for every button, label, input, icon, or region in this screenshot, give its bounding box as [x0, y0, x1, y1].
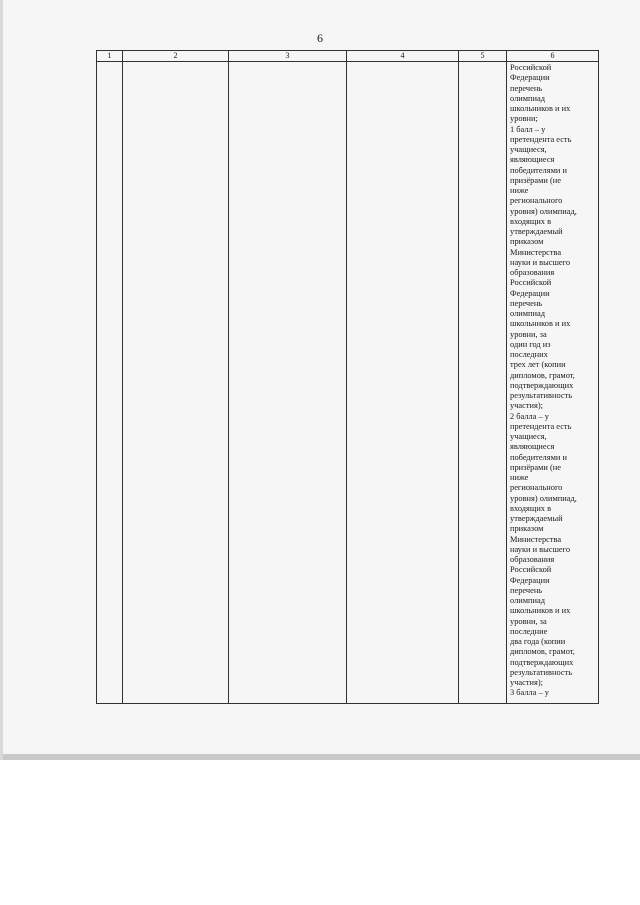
text-line: приказом — [510, 524, 544, 534]
text-line: участия); — [510, 401, 543, 411]
text-line: участия); — [510, 678, 543, 687]
text-line: Российской — [510, 565, 552, 575]
column-header-3: 3 — [229, 51, 347, 62]
text-line: школьников и их — [510, 104, 571, 113]
text-line: науки и высшего — [510, 544, 571, 554]
text-line: 1 балл – у — [510, 124, 546, 134]
cell-col-4 — [347, 62, 459, 704]
text-line: дипломов, грамот, — [510, 370, 575, 380]
criteria-table — [96, 50, 599, 704]
text-line: перечень — [510, 83, 543, 93]
page-number: 6 — [317, 31, 323, 45]
cell-col-5 — [459, 62, 507, 704]
text-line: уровни, за — [510, 616, 547, 626]
text-line: олимпиад — [510, 93, 545, 103]
text-line: результативность — [510, 391, 573, 400]
text-line: перечень — [510, 298, 543, 308]
text-line: перечень — [510, 585, 543, 595]
cell-col-6 — [507, 62, 599, 704]
text-line: школьников и их — [510, 319, 571, 329]
text-line: уровни; — [510, 114, 538, 124]
text-line: Министерства — [510, 534, 562, 544]
text-line: регионального — [510, 196, 563, 206]
text-line: 3 балла – у — [510, 688, 549, 698]
text-line: подтверждающих — [510, 657, 574, 667]
scan-edge — [0, 0, 3, 760]
text-line: уровня) олимпиад, — [510, 493, 577, 503]
text-line: претендента есть — [510, 421, 572, 431]
text-line: Федерации — [510, 575, 550, 585]
text-line: два года (копии — [510, 637, 566, 646]
text-line: последних — [510, 350, 548, 359]
text-line: образования — [510, 555, 555, 564]
text-line: претендента есть — [510, 134, 572, 144]
cell-col-3 — [229, 62, 347, 704]
text-line: призёрами (не — [510, 462, 561, 472]
text-line: входящих в — [510, 216, 552, 226]
text-line: победителями и — [510, 165, 567, 175]
text-line: Министерства — [510, 247, 562, 257]
text-line: учащиеся, — [510, 145, 547, 154]
table-header-row — [97, 51, 599, 62]
text-line: уровня) олимпиад, — [510, 206, 577, 216]
column-header-4: 4 — [347, 51, 459, 62]
text-line: Федерации — [510, 73, 550, 83]
text-line: школьников и их — [510, 606, 571, 616]
text-line: 2 балла – у — [510, 411, 549, 421]
text-line: учащиеся, — [510, 432, 547, 441]
text-line: дипломов, грамот, — [510, 647, 575, 657]
column-header-5: 5 — [459, 51, 507, 62]
text-line: регионального — [510, 483, 563, 493]
text-line: олимпиад — [510, 596, 545, 605]
criteria-text — [507, 62, 598, 703]
text-line: входящих в — [510, 503, 552, 513]
text-line: последние — [510, 626, 548, 636]
text-line: являющиеся — [510, 155, 555, 165]
cell-col-1 — [97, 62, 123, 704]
table-row — [97, 62, 599, 704]
text-line: призёрами (не — [510, 175, 561, 185]
text-line: подтверждающих — [510, 380, 574, 390]
text-line: олимпиад — [510, 309, 545, 318]
text-line: уровни, за — [510, 329, 547, 339]
text-line: Российской — [510, 278, 552, 288]
text-line: образования — [510, 268, 555, 277]
text-line: являющиеся — [510, 442, 555, 452]
text-line: утверждаемый — [510, 514, 563, 523]
text-line: ниже — [510, 186, 529, 195]
text-line: трех лет (копии — [510, 360, 566, 370]
text-line: утверждаемый — [510, 227, 563, 236]
text-line: результативность — [510, 667, 573, 677]
column-header-2: 2 — [123, 51, 229, 62]
text-line: победителями и — [510, 452, 567, 462]
column-header-6: 6 — [507, 51, 599, 62]
column-header-1: 1 — [97, 51, 123, 62]
text-line: науки и высшего — [510, 257, 571, 267]
cell-col-2 — [123, 62, 229, 704]
text-line: Федерации — [510, 288, 550, 298]
text-line: Российской — [510, 63, 552, 72]
text-line: ниже — [510, 473, 529, 482]
text-line: приказом — [510, 237, 544, 247]
text-line: один год из — [510, 339, 551, 349]
